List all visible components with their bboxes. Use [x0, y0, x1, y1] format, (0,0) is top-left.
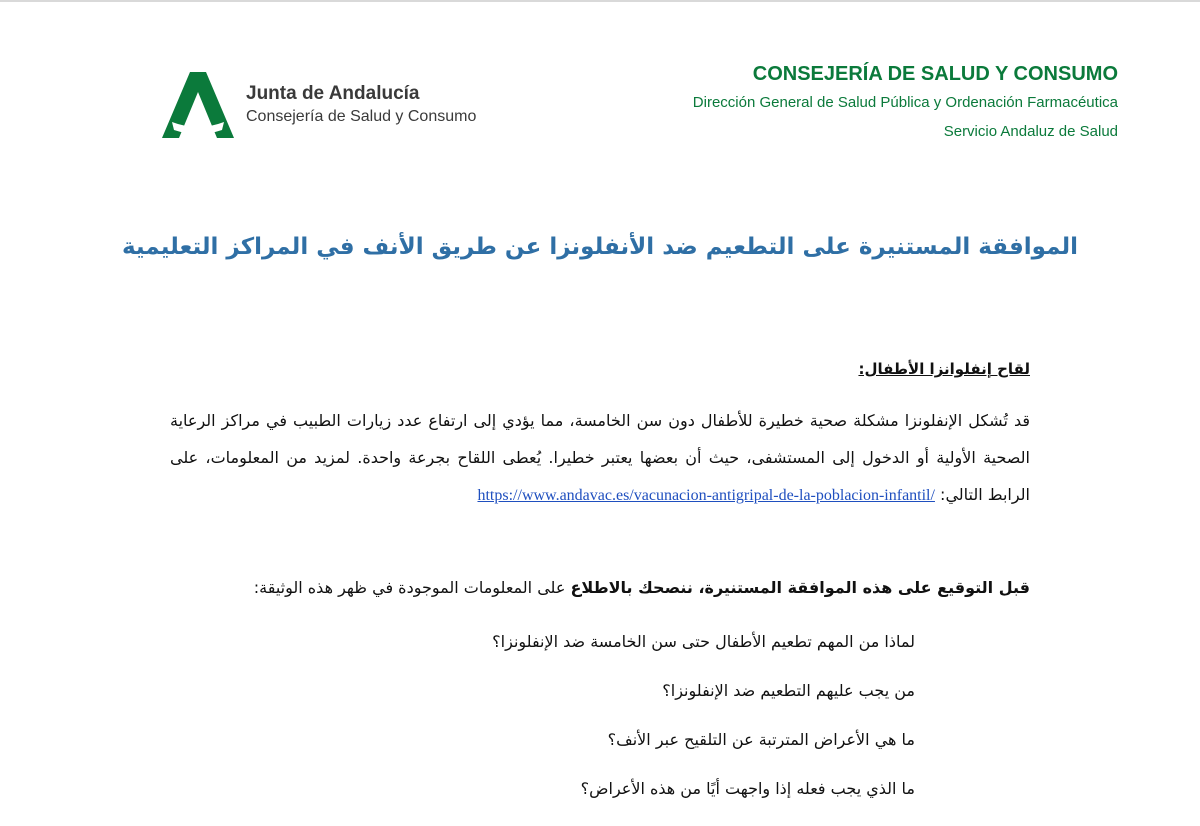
paragraph-text: قد تُشكل الإنفلونزا مشكلة صحية خطيرة للأطفال دون سن الخامسة، مما يؤدي إلى ارتفاع عدد زيارات الطبيب في مراكز الرعاية الصحية الأولية أو الدخول إلى المستشفى، حيث أن بعضها يعتبر خطيرا. يُعطى اللقاح بجرعة واحدة. لمزيد من المعلومات، على الرابط التالي: — [170, 411, 1030, 504]
section-heading: لقاح إنفلوانزا الأطفال: — [858, 360, 1030, 378]
list-item: لماذا من المهم تطعيم الأطفال حتى سن الخامسة ضد الإنفلونزا؟ — [492, 632, 915, 651]
service-line: Servicio Andaluz de Salud — [943, 123, 1118, 140]
consent-intro — [170, 578, 1030, 597]
logo-subtitle: Consejería de Salud y Consumo — [246, 108, 477, 125]
directorate-line: Dirección General de Salud Pública y Ordenación Farmacéutica — [692, 94, 1118, 111]
consent-intro-bold: قبل التوقيع على هذه الموافقة المستنيرة، ننصحك بالاطلاع — [570, 578, 1030, 597]
intro-paragraph — [170, 402, 1030, 514]
question-list — [170, 630, 915, 826]
list-item: ما الذي يجب فعله إذا واجهت أيًا من هذه الأعراض؟ — [580, 779, 915, 798]
list-item: من يجب عليهم التطعيم ضد الإنفلونزا؟ — [662, 681, 915, 700]
top-border — [0, 0, 1200, 2]
vaccination-info-link[interactable]: https://www.andavac.es/vacunacion-antigripal-de-la-poblacion-infantil/ — [477, 487, 935, 504]
ministry-title: CONSEJERÍA DE SALUD Y CONSUMO — [752, 63, 1118, 85]
header-right — [693, 60, 1118, 146]
document-title: الموافقة المستنيرة على التطعيم ضد الأنفلونزا عن طريق الأنف في المراكز التعليمية — [121, 234, 1079, 260]
logo-title: Junta de Andalucía — [246, 83, 420, 104]
consent-intro-rest: على المعلومات الموجودة في ظهر هذه الوثيقة: — [253, 578, 566, 597]
list-item: ما هي الأعراض المترتبة عن التلقيح عبر الأنف؟ — [607, 730, 915, 749]
junta-a-logo-icon — [162, 72, 234, 138]
junta-logo — [162, 72, 476, 138]
